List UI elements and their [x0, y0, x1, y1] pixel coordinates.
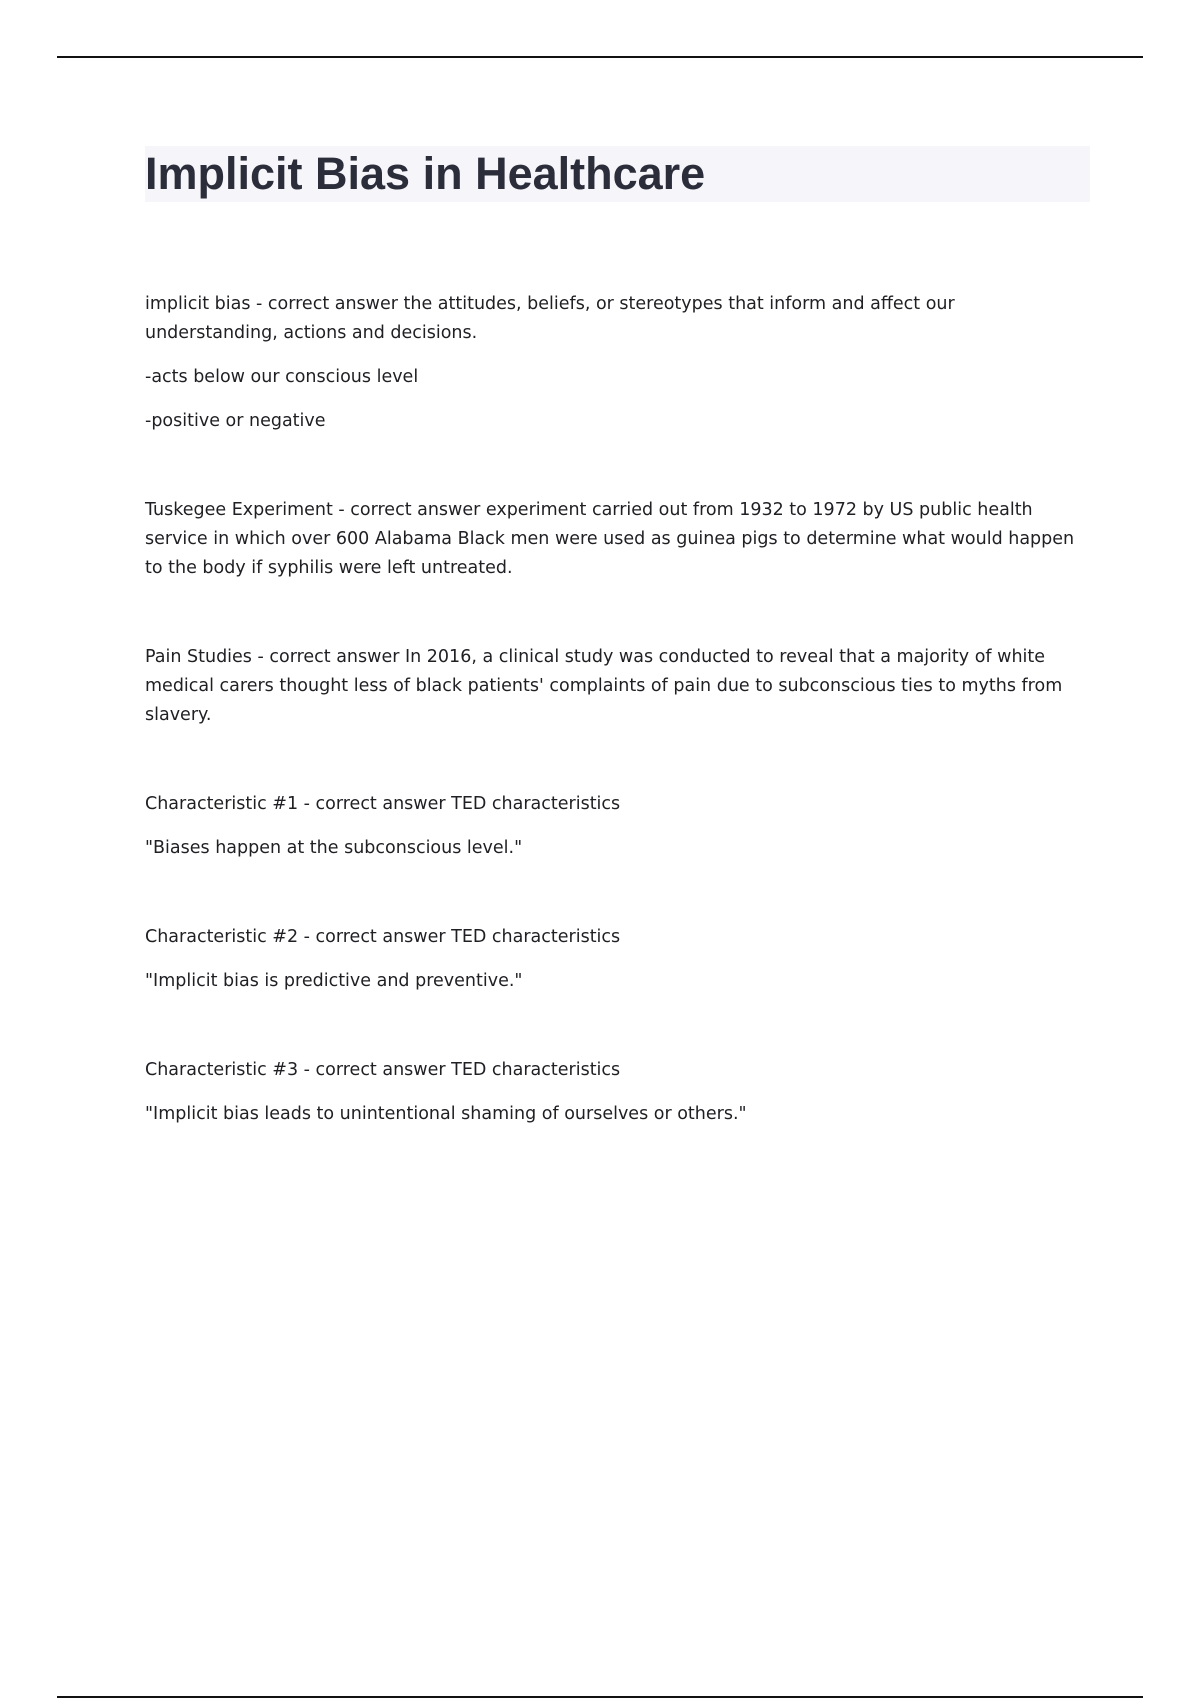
- entry-implicit-bias: [145, 290, 1090, 436]
- entry-definition: Pain Studies - correct answer In 2016, a clinical study was conducted to reveal that a majority of white medical carers thought less of black patients' complaints of pain due to subconscious ties to myths from slavery.: [145, 647, 1063, 725]
- entry-characteristic-2: [145, 923, 1090, 996]
- footer-rule: [57, 1696, 1143, 1698]
- entry-definition: Characteristic #1 - correct answer TED characteristics: [145, 794, 621, 814]
- entry-tuskegee-experiment: [145, 496, 1090, 583]
- entry-definition: Characteristic #2 - correct answer TED characteristics: [145, 927, 621, 947]
- document-body: [145, 290, 1090, 1189]
- entry-definition: Characteristic #3 - correct answer TED characteristics: [145, 1060, 621, 1080]
- entry-characteristic-1: [145, 790, 1090, 863]
- entry-note: -acts below our conscious level: [145, 367, 419, 387]
- entry-quote: "Implicit bias leads to unintentional shaming of ourselves or others.": [145, 1104, 747, 1124]
- entry-definition: Tuskegee Experiment - correct answer experiment carried out from 1932 to 1972 by US public health service in which over 600 Alabama Black men were used as guinea pigs to determine what would happen to the body if syphilis were left untreated.: [145, 500, 1075, 578]
- entry-quote: "Biases happen at the subconscious level.": [145, 838, 523, 858]
- entry-note: -positive or negative: [145, 411, 326, 431]
- header-rule: [57, 56, 1143, 58]
- page-title: Implicit Bias in Healthcare: [145, 148, 706, 199]
- entry-definition: implicit bias - correct answer the attitudes, beliefs, or stereotypes that inform and affect our understanding, actions and decisions.: [145, 294, 955, 343]
- entry-characteristic-3: [145, 1056, 1090, 1129]
- entry-pain-studies: [145, 643, 1090, 730]
- entry-quote: "Implicit bias is predictive and preventive.": [145, 971, 523, 991]
